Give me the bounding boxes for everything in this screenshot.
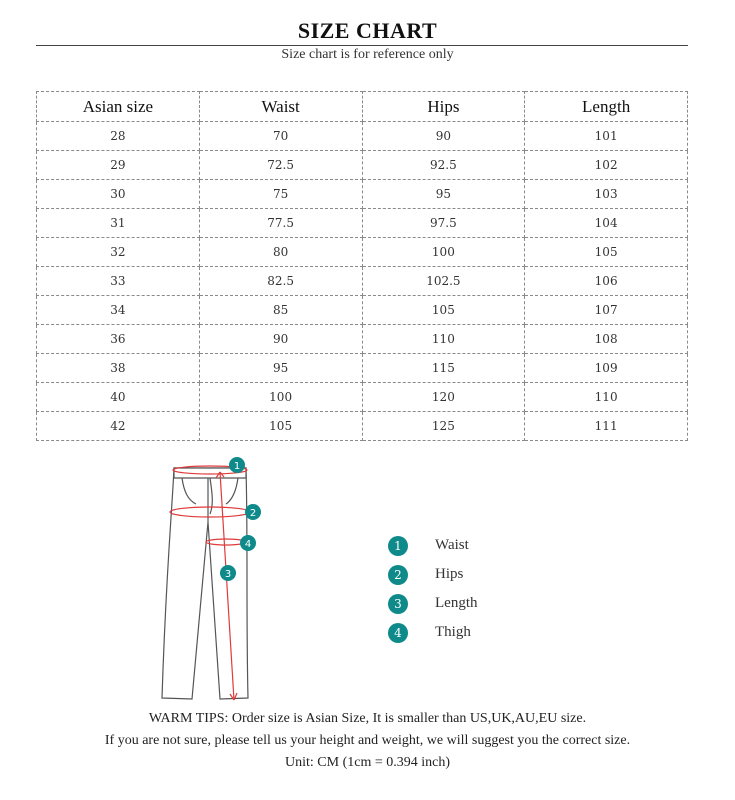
table-row (37, 209, 688, 238)
table-row (37, 325, 688, 354)
tips-line-2: If you are not sure, please tell us your height and weight, we will suggest you the correct size. (104, 733, 631, 748)
table-row (37, 354, 688, 383)
legend-label: Waist (435, 537, 469, 553)
table-cell: 105 (199, 412, 362, 441)
table-cell: 72.5 (199, 151, 362, 180)
table-cell: 90 (362, 122, 525, 151)
svg-text:4: 4 (244, 539, 252, 550)
table-cell: 104 (525, 209, 688, 238)
pants-outline (162, 468, 248, 699)
column-header-asian-size: Asian size (37, 92, 200, 122)
legend-number-badge: 4 (388, 623, 408, 643)
table-cell: 101 (525, 122, 688, 151)
table-cell: 92.5 (362, 151, 525, 180)
column-header-hips: Hips (362, 92, 525, 122)
tips-line-3: Unit: CM (1cm = 0.394 inch) (285, 755, 450, 770)
diagram-marker-4 (240, 535, 256, 551)
table-cell: 77.5 (199, 209, 362, 238)
diagram-marker-2 (245, 504, 261, 520)
diagram-marker-3 (220, 565, 236, 581)
title-divider (36, 45, 688, 46)
table-cell: 107 (525, 296, 688, 325)
table-cell: 33 (37, 267, 200, 296)
table-cell: 31 (37, 209, 200, 238)
legend-label: Hips (435, 566, 464, 582)
table-cell: 80 (199, 238, 362, 267)
table-cell: 36 (37, 325, 200, 354)
column-header-length: Length (525, 92, 688, 122)
table-row (37, 267, 688, 296)
table-cell: 28 (37, 122, 200, 151)
table-cell: 70 (199, 122, 362, 151)
table-row (37, 383, 688, 412)
table-cell: 95 (362, 180, 525, 209)
table-cell: 32 (37, 238, 200, 267)
table-row (37, 296, 688, 325)
table-cell: 40 (37, 383, 200, 412)
column-header-waist: Waist (199, 92, 362, 122)
table-cell: 29 (37, 151, 200, 180)
table-cell: 109 (525, 354, 688, 383)
table-cell: 82.5 (199, 267, 362, 296)
table-cell: 34 (37, 296, 200, 325)
table-cell: 100 (362, 238, 525, 267)
table-row (37, 412, 688, 441)
tips-line-1: WARM TIPS: Order size is Asian Size, It is smaller than US,UK,AU,EU size. (148, 711, 587, 726)
table-cell: 120 (362, 383, 525, 412)
table-cell: 85 (199, 296, 362, 325)
table-cell: 42 (37, 412, 200, 441)
svg-text:3: 3 (224, 569, 232, 580)
legend-number-badge: 2 (388, 565, 408, 585)
table-row (37, 180, 688, 209)
table-cell: 115 (362, 354, 525, 383)
svg-text:2: 2 (249, 508, 257, 519)
legend-item-thigh (388, 618, 478, 647)
page-subtitle: Size chart is for reference only (281, 47, 454, 62)
table-cell: 90 (199, 325, 362, 354)
table-cell: 75 (199, 180, 362, 209)
table-cell: 106 (525, 267, 688, 296)
table-cell: 105 (525, 238, 688, 267)
table-row (37, 122, 688, 151)
table-cell: 30 (37, 180, 200, 209)
table-cell: 108 (525, 325, 688, 354)
legend-label: Length (435, 595, 478, 611)
table-cell: 102 (525, 151, 688, 180)
table-row (37, 238, 688, 267)
legend-number-badge: 1 (388, 536, 408, 556)
table-cell: 38 (37, 354, 200, 383)
table-cell: 100 (199, 383, 362, 412)
table-cell: 95 (199, 354, 362, 383)
size-table-body (37, 122, 688, 441)
measurement-legend (388, 531, 478, 647)
table-cell: 105 (362, 296, 525, 325)
legend-item-hips (388, 560, 478, 589)
svg-text:1: 1 (233, 461, 241, 472)
legend-label: Thigh (435, 624, 471, 640)
table-cell: 110 (525, 383, 688, 412)
table-cell: 102.5 (362, 267, 525, 296)
table-cell: 125 (362, 412, 525, 441)
legend-number-badge: 3 (388, 594, 408, 614)
legend-item-waist (388, 531, 478, 560)
pants-diagram (148, 452, 273, 707)
size-table (36, 91, 688, 441)
table-header-row (37, 92, 688, 122)
table-cell: 97.5 (362, 209, 525, 238)
warm-tips (0, 708, 735, 774)
page-title: SIZE CHART (297, 18, 438, 43)
table-cell: 110 (362, 325, 525, 354)
table-cell: 103 (525, 180, 688, 209)
table-row (37, 151, 688, 180)
diagram-marker-1 (229, 457, 245, 473)
legend-item-length (388, 589, 478, 618)
table-cell: 111 (525, 412, 688, 441)
